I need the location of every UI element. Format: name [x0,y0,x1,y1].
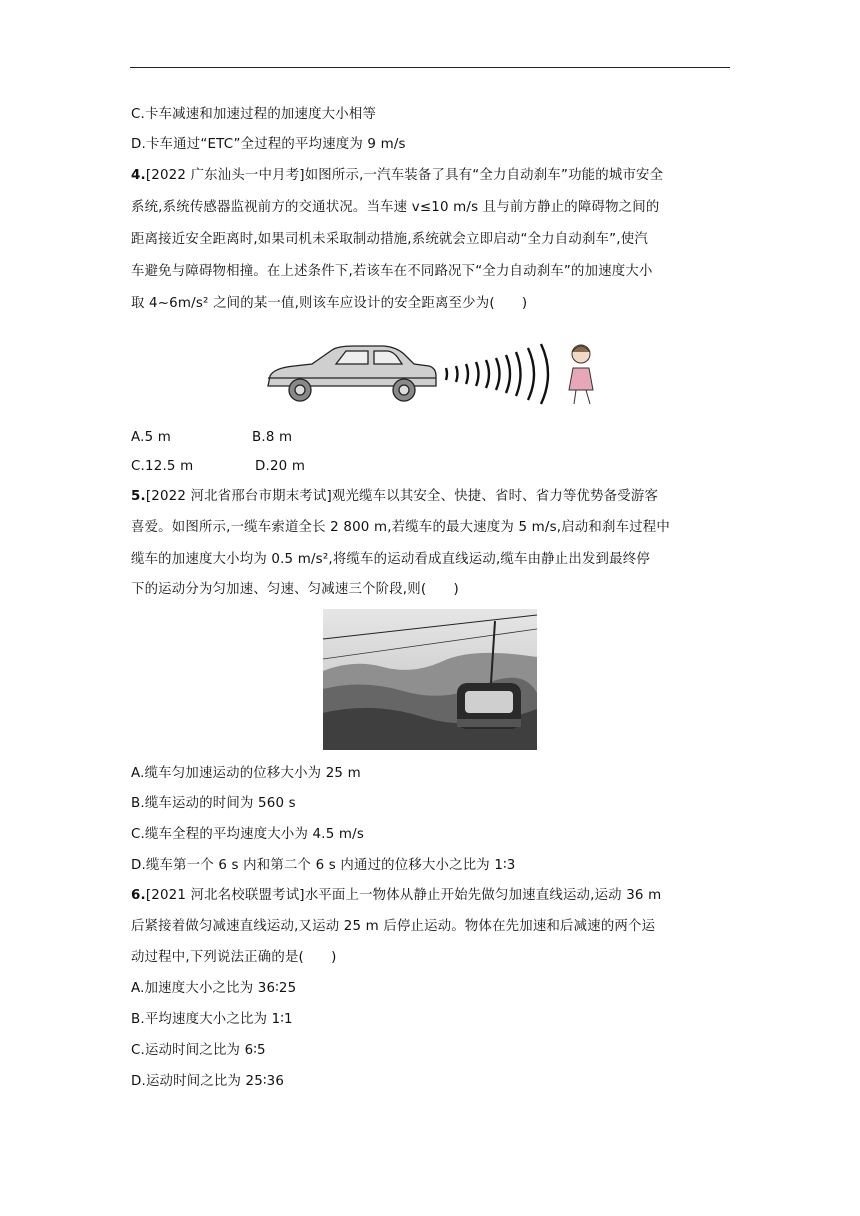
q3-option-c: C.卡车减速和加速过程的加速度大小相等 [131,107,377,122]
car-illustration [268,346,436,401]
q4-line-3: 距离接近安全距离时,如果司机未采取制动措施,系统就会立即启动“全力自动刹车”,使汽 [131,232,648,247]
q5-option-b: B.缆车运动的时间为 560 s [131,796,296,811]
q5-line-1: 5.[2022 河北省邢台市期末考试]观光缆车以其安全、快捷、省时、省力等优势备受游客 [131,489,659,504]
cable-car-photo [323,609,537,750]
q4-option-c: C.12.5 m [131,459,194,474]
q4-option-b: B.8 m [252,430,293,445]
q4-line-2: 系统,系统传感器监视前方的交通状况。当车速 v≤10 m/s 且与前方静止的障碍物之间的 [131,200,660,215]
q4-line-1: 4.[2022 广东汕头一中月考]如图所示,一汽车装备了具有“全力自动刹车”功能的城市安全 [131,168,664,183]
gondola-icon [457,683,521,729]
q5-line-4: 下的运动分为匀加速、匀速、匀减速三个阶段,则( ) [131,582,459,597]
q6-line-3: 动过程中,下列说法正确的是( ) [131,950,337,965]
q5-option-d: D.缆车第一个 6 s 内和第二个 6 s 内通过的位移大小之比为 1∶3 [131,858,516,873]
q6-number: 6. [131,888,146,903]
car-sensor-figure [264,338,604,410]
q6-option-a: A.加速度大小之比为 36∶25 [131,981,297,996]
q6-line-2: 后紧接着做匀减速直线运动,又运动 25 m 后停止运动。物体在先加速和后减速的两个运 [131,919,656,934]
q4-option-d: D.20 m [255,459,306,474]
sensor-waves-icon [446,344,548,404]
q5-number: 5. [131,489,146,504]
q5-option-a: A.缆车匀加速运动的位移大小为 25 m [131,766,361,781]
q3-option-d: D.卡车通过“ETC”全过程的平均速度为 9 m/s [131,137,406,152]
q4-number: 4. [131,168,146,183]
q5-line-2: 喜爱。如图所示,一缆车索道全长 2 800 m,若缆车的最大速度为 5 m/s,启动和刹车过程中 [131,520,670,535]
q5-line-3: 缆车的加速度大小均为 0.5 m/s²,将缆车的运动看成直线运动,缆车由静止出发到最终停 [131,552,650,567]
q6-option-d: D.运动时间之比为 25∶36 [131,1074,285,1089]
q6-option-c: C.运动时间之比为 6∶5 [131,1043,266,1058]
q4-line-4: 车避免与障碍物相撞。在上述条件下,若该车在不同路况下“全力自动刹车”的加速度大小 [131,264,653,279]
q6-line-1: 6.[2021 河北名校联盟考试]水平面上一物体从静止开始先做匀加速直线运动,运动 36 m [131,888,662,903]
child-obstacle-icon [569,345,593,404]
q6-option-b: B.平均速度大小之比为 1∶1 [131,1012,293,1027]
q5-option-c: C.缆车全程的平均速度大小为 4.5 m/s [131,827,365,842]
q4-line-5: 取 4~6m/s² 之间的某一值,则该车应设计的安全距离至少为( ) [131,296,528,311]
q4-option-a: A.5 m [131,430,172,445]
header-rule [130,67,730,68]
